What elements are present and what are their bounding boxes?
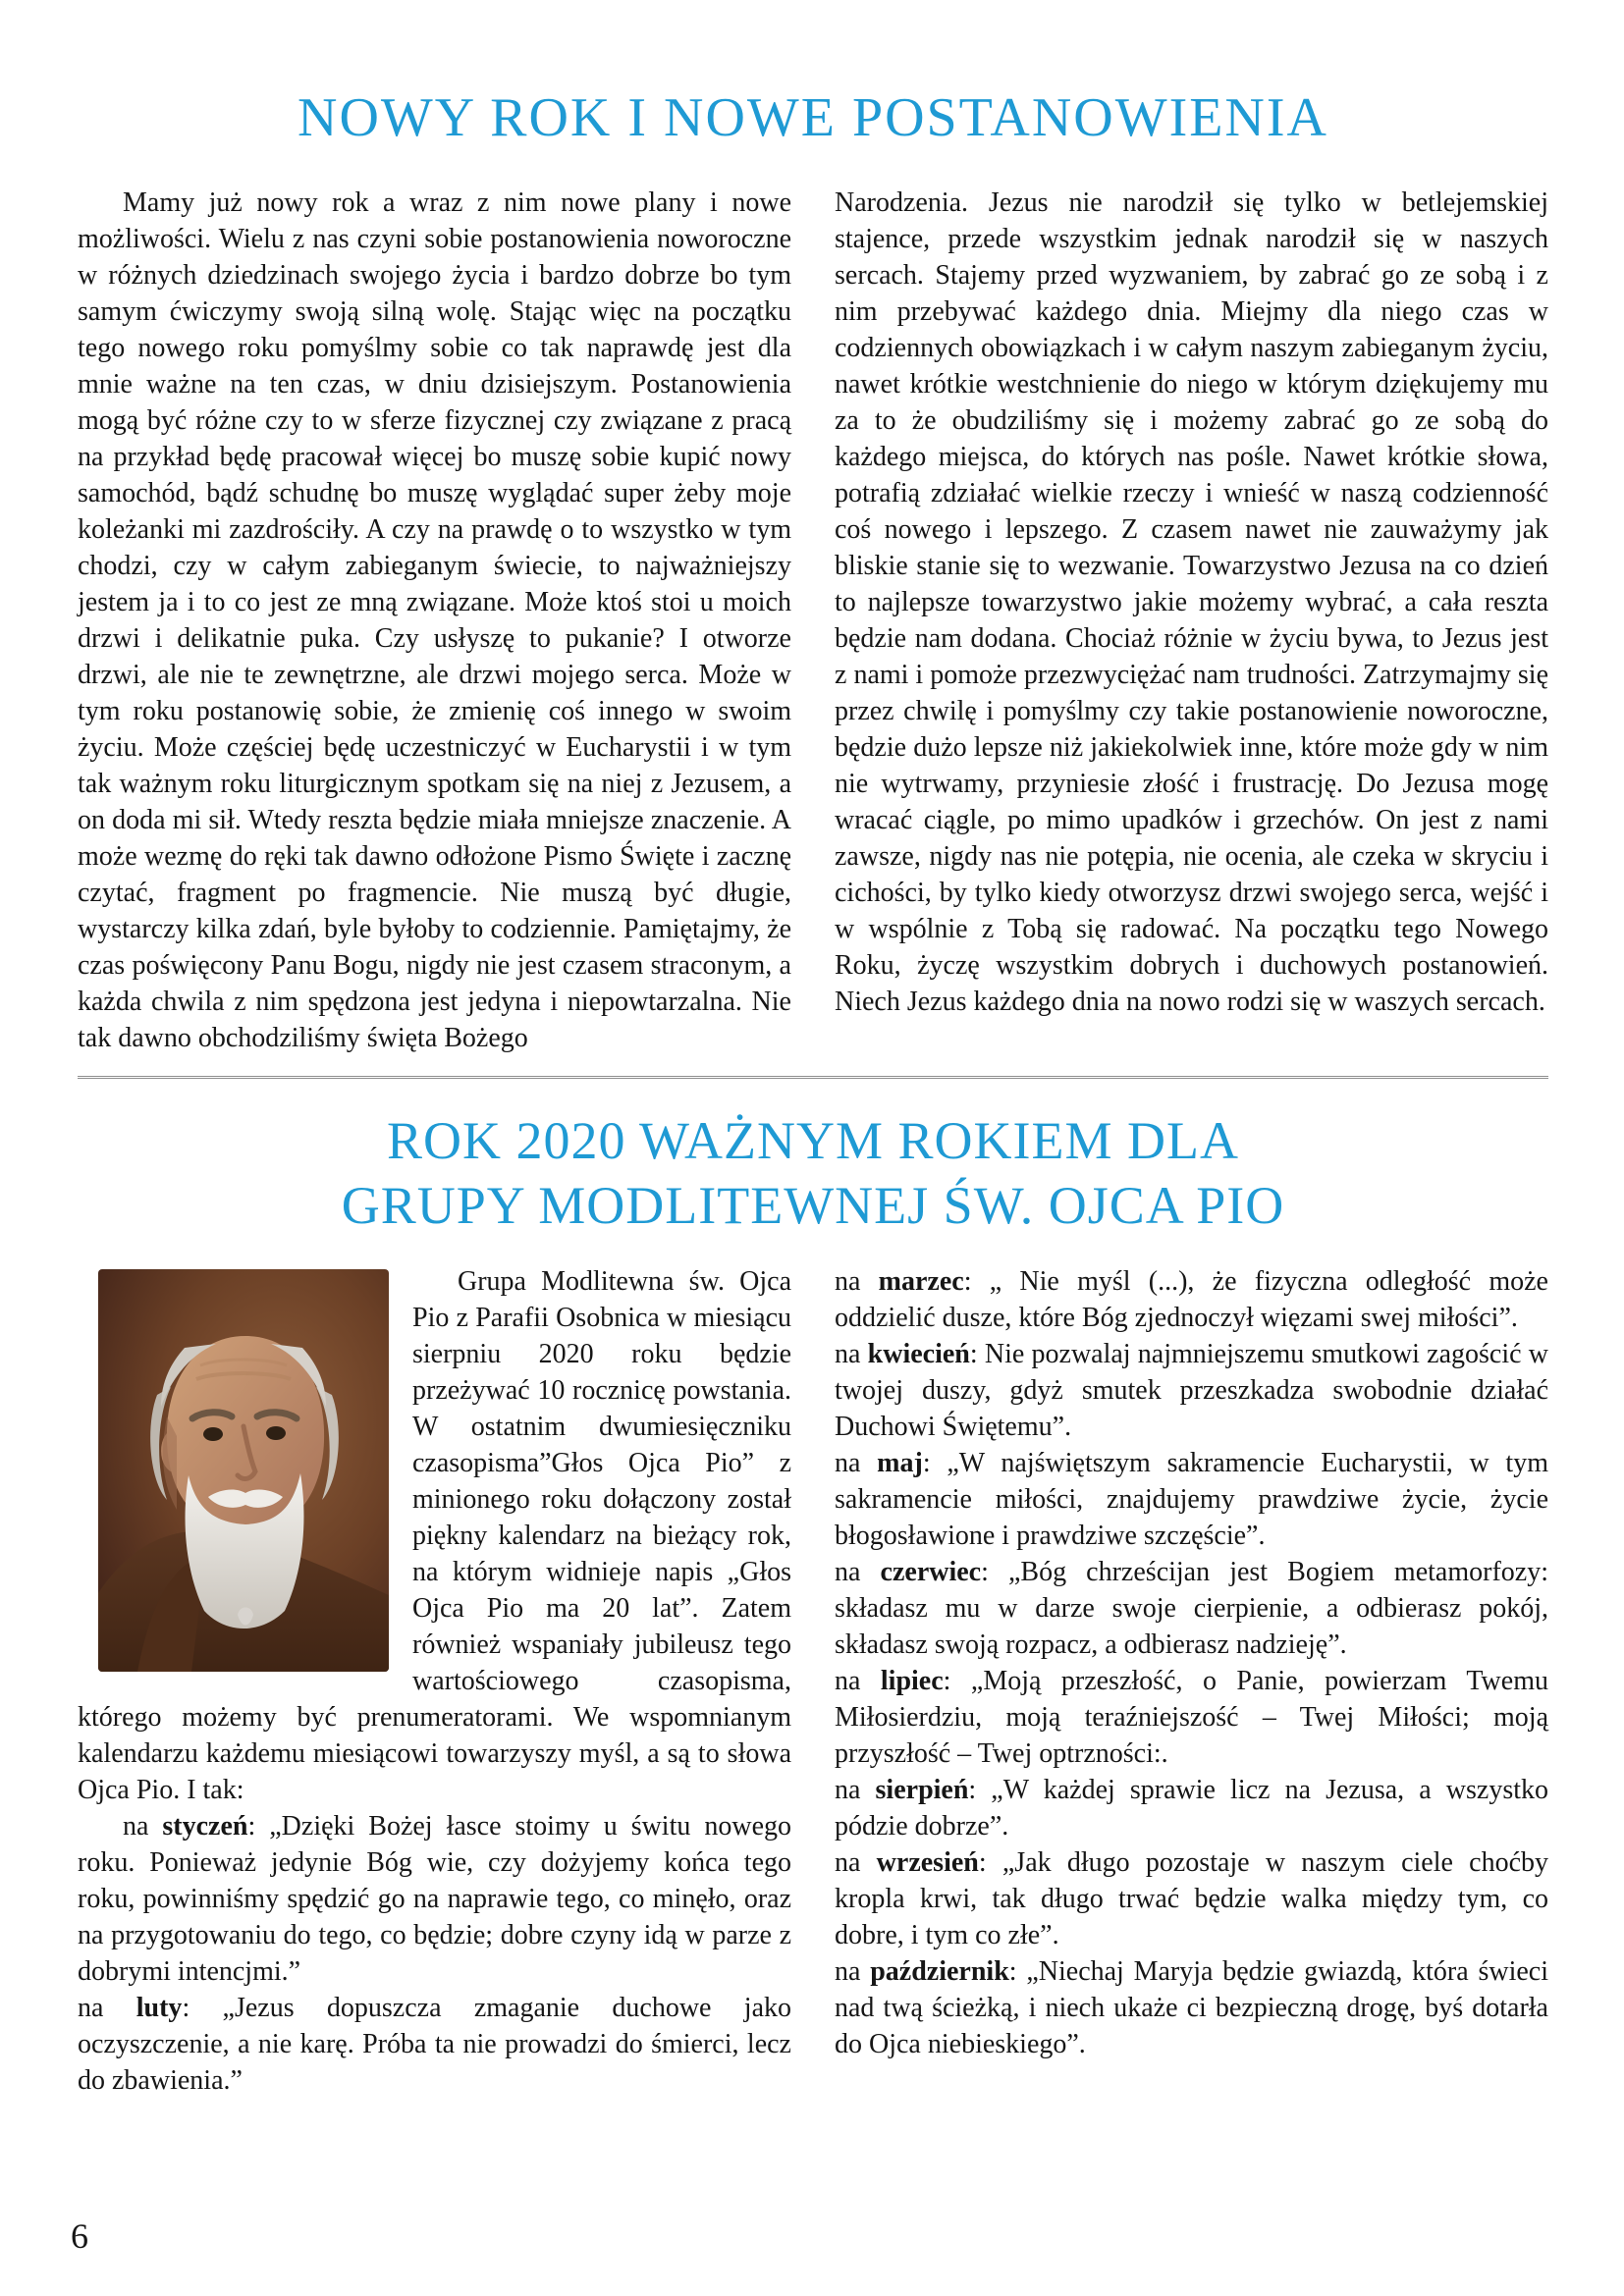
month-name: kwiecień	[867, 1339, 970, 1369]
section-divider	[78, 1076, 1548, 1079]
month-entry-styczeń: na styczeń: „Dzięki Bożej łasce stoimy u świtu nowego roku. Ponieważ jedynie Bóg wie, czy dożyjemy końca tego roku, powinniśmy spędzić go na naprawie tego, co minęło, oraz na przygotowaniu do tego, co będzie; dobre czyny idą w parze z dobrymi intencjmi.”	[78, 1811, 791, 1987]
month-entry-kwiecień: na kwiecień: Nie pozwalaj najmniejszemu smutkowi zagościć w twojej duszy, gdyż smutek przeszkadza swobodnie działać Duchowi Świętemu”.	[835, 1339, 1548, 1442]
page-number: 6	[71, 2216, 88, 2256]
month-entry-maj: na maj: „W najświętszym sakramencie Eucharystii, w tym sakramencie miłości, znajdujemy prawdziwe życie, życie błogosławione i prawdziwe szczęście”.	[835, 1448, 1548, 1551]
article1-column-right	[835, 185, 1548, 1020]
month-entry-sierpień: na sierpień: „W każdej sprawie licz na Jezusa, a wszystko pódzie dobrze”.	[835, 1775, 1548, 1842]
month-name: lipiec	[880, 1666, 944, 1696]
month-entry-marzec: na marzec: „ Nie myśl (...), że fizyczna odległość może oddzielić dusze, które Bóg zjednoczył więzami swej miłości”.	[835, 1266, 1548, 1333]
month-name: marzec	[878, 1266, 964, 1297]
month-entry-wrzesień: na wrzesień: „Jak długo pozostaje w naszym ciele choćby kropla krwi, tak długo trwać będzie walka między tym, co dobre, i tym co złe”.	[835, 1847, 1548, 1950]
months-list-right	[835, 1263, 1548, 2062]
month-name: sierpień	[875, 1775, 969, 1805]
months-list-left	[78, 1808, 791, 2099]
month-name: czerwiec	[880, 1557, 982, 1587]
article2-title-line1: ROK 2020 WAŻNYM ROKIEM DLA	[387, 1111, 1239, 1170]
month-name: wrzesień	[876, 1847, 979, 1878]
article1-column-left	[78, 185, 791, 1056]
article2-intro: Grupa Modlitewna św. Ojca Pio z Parafii Osobnica w miesiącu sierpniu 2020 roku będzie przeżywać 10 rocznicę powstania. W ostatnim dwumiesięczniku czasopisma”Głos Ojca Pio” z minionego roku dołączony został piękny kalendarz na bieżący rok, na którym widnieje napis „Głos Ojca Pio ma 20 lat”. Zatem również wspaniały jubileusz tego wartościowego czasopisma, którego możemy być prenumeratorami. We wspomnianym kalendarzu każdemu miesiącowi towarzyszy myśl, a są to słowa Ojca Pio. I tak:	[78, 1266, 791, 1805]
article1-columns	[78, 185, 1548, 1056]
padre-pio-portrait-graphic	[98, 1269, 389, 1672]
month-entry-luty: na luty: „Jezus dopuszcza zmaganie duchowe jako oczyszczenie, a nie karę. Próba ta nie prowadzi do śmierci, lecz do zbawienia.”	[78, 1993, 792, 2096]
article1-title: NOWY ROK I NOWE POSTANOWIENIA	[298, 87, 1328, 148]
padre-pio-photo	[98, 1269, 389, 1672]
article2-title	[78, 1108, 1548, 1238]
article2-title-line2: GRUPY MODLITEWNEJ ŚW. OJCA PIO	[341, 1176, 1285, 1235]
article2-column-right	[835, 1263, 1548, 2062]
month-name: maj	[877, 1448, 923, 1478]
month-entry-czerwiec: na czerwiec: „Bóg chrześcijan jest Bogiem metamorfozy: składasz mu w darze swoje cierpienie, a odbierasz pokój, składasz swoją rozpacz, a odbierasz nadzieję”.	[835, 1557, 1548, 1660]
month-entry-lipiec: na lipiec: „Moją przeszłość, o Panie, powierzam Twemu Miłosierdziu, moją teraźniejszość – Twej Miłości; moją przyszłość – Twej optrzności:.	[835, 1666, 1548, 1769]
article2-columns	[78, 1263, 1548, 2099]
article1-text-right: Narodzenia. Jezus nie narodził się tylko w betlejemskiej stajence, przede wszystkim jednak narodził się w naszych sercach. Stajemy przed wyzwaniem, by zabrać go ze sobą i z nim przebywać każdego dnia. Miejmy dla niego czas w codziennych obowiązkach i w całym naszym zabieganym życiu, nawet krótkie westchnienie do niego w którym dziękujemy mu za to że obudziliśmy się i możemy zabrać go ze sobą do każdego miejsca, do których nas pośle. Nawet krótkie słowa, potrafią zdziałać wielkie rzeczy i wnieść w naszą codzienność coś nowego i lepszego. Z czasem nawet nie zauważymy jak bliskie stanie się to wezwanie. Towarzystwo Jezusa na co dzień to najlepsze towarzystwo jakie możemy wybrać, a cała reszta będzie nam dodana. Chociaż różnie w życiu bywa, to Jezus jest z nami i pomoże przezwyciężać nam trudności. Zatrzymajmy się przez chwilę i pomyślmy czy takie postanowienie noworoczne, będzie dużo lepsze niż jakiekolwiek inne, które może gdy w nim nie wytrwamy, przyniesie złość i frustrację. Do Jezusa mogę wracać ciągle, po mimo upadków i grzechów. On jest z nami zawsze, nigdy nas nie potępia, nie ocenia, ale czeka w skryciu i cichości, by tylko kiedy otworzysz drzwi swojego serca, wejść i w wspólnie z Tobą się radować. Na początku tego Nowego Roku, życzę wszystkim dobrych i duchowych postanowień. Niech Jezus każdego dnia na nowo rodzi się w waszych sercach.	[835, 187, 1548, 1017]
article2-column-left	[78, 1263, 791, 2099]
month-name: styczeń	[162, 1811, 248, 1842]
month-entry-październik: na październik: „Niechaj Maryja będzie gwiazdą, która świeci nad twą ścieżką, i niech ukaże ci bezpieczną drogę, byś dotarła do Ojca niebieskiego”.	[835, 1956, 1548, 2059]
article1-text-left: Mamy już nowy rok a wraz z nim nowe plany i nowe możliwości. Wielu z nas czyni sobie postanowienia noworoczne w różnych dziedzinach swojego życia i bardzo dobrze bo tym samym ćwiczymy swoją silną wolę. Stając więc na początku tego nowego roku pomyślmy sobie co tak naprawdę jest dla mnie ważne na ten czas, w dniu dzisiejszym. Postanowienia mogą być różne czy to w sferze fizycznej czy związane z pracą na przykład będę pracował więcej bo muszę sobie kupić nowy samochód, bądź schudnę bo muszę wyglądać super żeby moje koleżanki mi zazdrościły. A czy na prawdę o to wszystko w tym chodzi, czy w całym zabieganym świecie, to najważniejszy jestem ja i to co jest ze mną związane. Może ktoś stoi u moich drzwi i delikatnie puka. Czy usłyszę to pukanie? I otworze drzwi, ale nie te zewnętrzne, ale drzwi mojego serca. Może w tym roku postanowię sobie, że zmienię coś innego w swoim życiu. Może częściej będę uczestniczyć w Eucharystii i w tym tak ważnym roku liturgicznym spotkam się na niej z Jezusem, a on doda mi sił. Wtedy reszta będzie miała mniejsze znaczenie. A może wezmę do ręki tak dawno odłożone Pismo Święte i zacznę czytać, fragment po fragmencie. Nie muszą być długie, wystarczy kilka zdań, byle byłoby to codziennie. Pamiętajmy, że czas poświęcony Panu Bogu, nigdy nie jest czasem straconym, a każda chwila z nim spędzona jest jedyna i niepowtarzalna. Nie tak dawno obchodziliśmy święta Bożego	[78, 187, 791, 1053]
month-name: luty	[135, 1993, 183, 2023]
month-name: październik	[870, 1956, 1009, 1987]
